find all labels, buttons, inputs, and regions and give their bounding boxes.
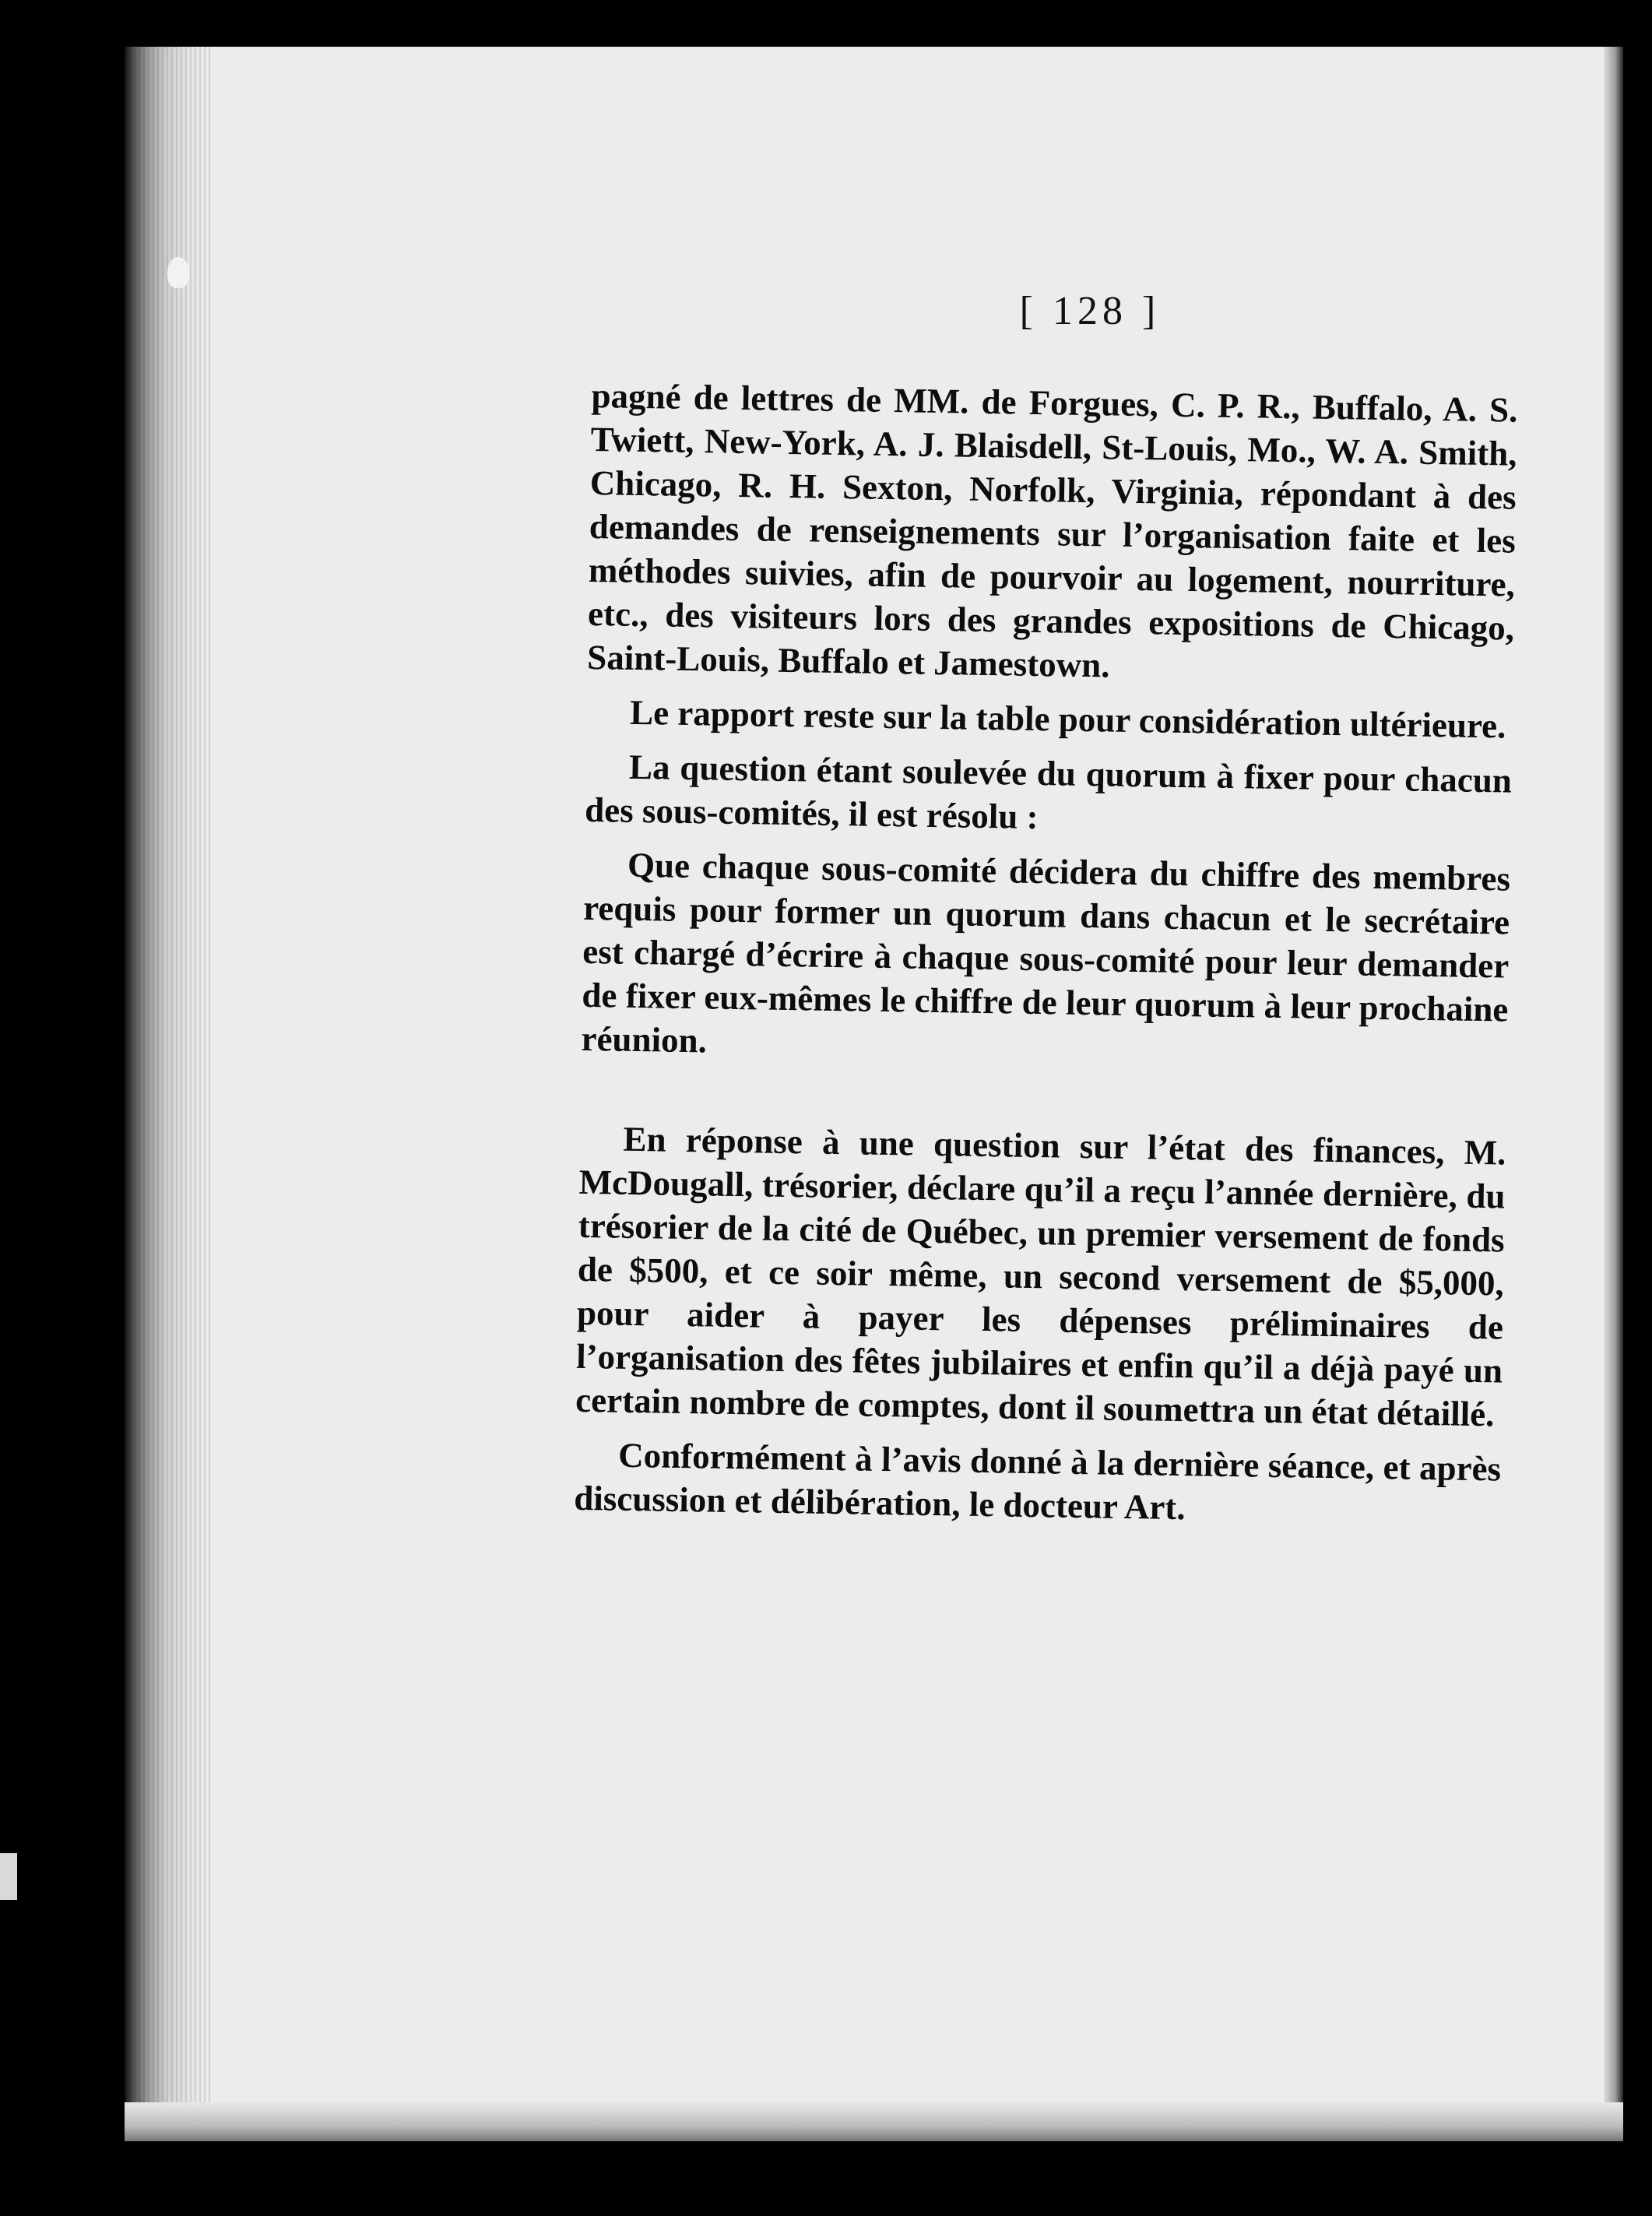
page-right-edge: [1604, 47, 1623, 2141]
paragraph: Le rapport reste sur la table pour considération ultérieure.: [629, 692, 1506, 746]
paragraph: Que chaque sous-comité décidera du chiffre des membres requis pour former un quorum dans chacun et le secrétaire est chargé d’écrire à chaque sous-comité pour leur demander de fixer eux-mêmes le chiffre de leur quorum à leur prochaine réunion.: [581, 845, 1511, 1061]
paragraph: Conformément à l’avis donné à la dernière séance, et après discussion et délibération, le docteur Art.: [573, 1435, 1502, 1528]
book-page-edges: [125, 47, 218, 2141]
scan-artifact: [167, 257, 189, 288]
scan-artifact: [0, 1853, 17, 1900]
page-number: [ 128 ]: [1019, 289, 1161, 333]
page-bottom-shadow: [125, 2102, 1623, 2141]
paragraph: En réponse à une question sur l’état des finances, M. McDougall, trésorier, déclare qu’il a reçu l’année dernière, du trésorier de la cité de Québec, un premier versement de fonds de $500, et ce soir même, un second versement de $5,000, pour aider à payer les dépenses préliminaires de l’organisation des fêtes jubilaires et enfin qu’il a déjà payé un certain nombre de comptes, dont il soumettra un état détaillé.: [575, 1119, 1506, 1434]
paragraph: pagné de lettres de MM. de Forgues, C. P. R., Buffalo, A. S. Twiett, New-York, A. J. Blaisdell, St-Louis, Mo., W. A. Smith, Chicago, R. H. Sexton, Norfolk, Virginia, répondant à des demandes de renseignements sur l’organisation faite et les méthodes suivies, afin de pourvoir au logement, nourriture, etc., des visiteurs lors des grandes expositions de Chicago, Saint-Louis, Buffalo et Jamestown.: [586, 375, 1518, 685]
page-body-text: [574, 374, 1518, 1546]
paragraph: La question étant soulevée du quorum à fixer pour chacun des sous-comités, il est résolu :: [584, 747, 1513, 837]
